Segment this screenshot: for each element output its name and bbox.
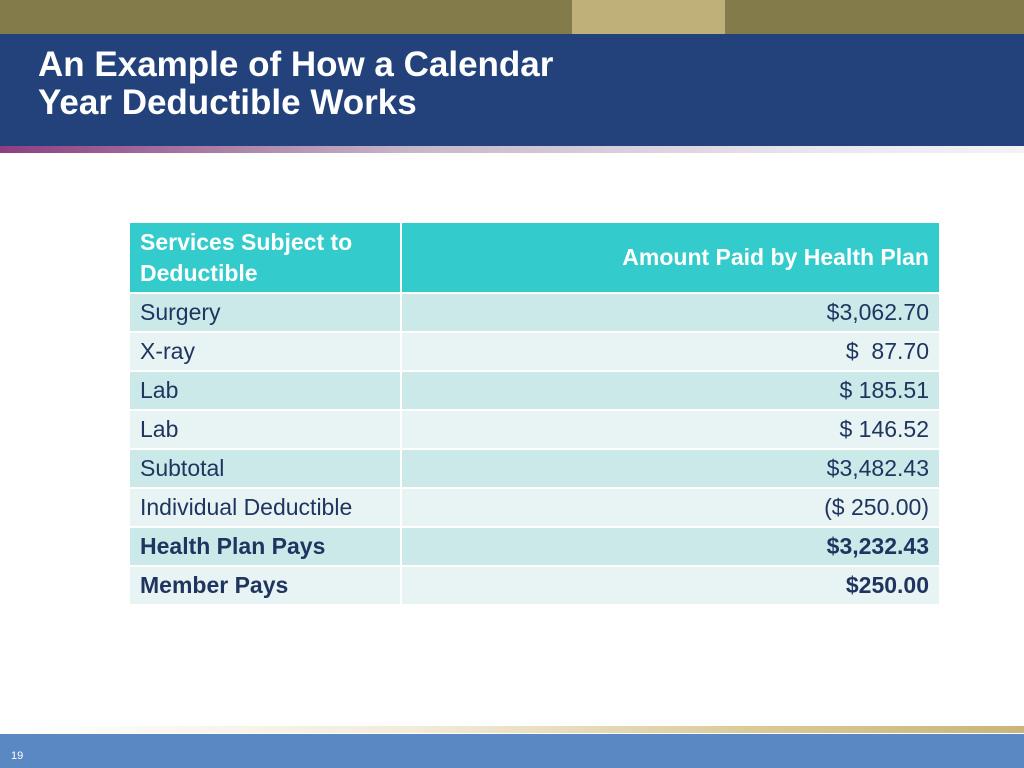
slide-title-line-2: Year Deductible Works [38, 83, 417, 122]
table-row-health-plan-pays [129, 527, 940, 566]
table-row [129, 293, 940, 332]
amount-cell: $ 146.52 [401, 410, 940, 449]
amount-cell: $3,232.43 [401, 527, 940, 566]
amount-cell: $250.00 [401, 566, 940, 605]
header-services: Services Subject to Deductible [129, 222, 401, 293]
service-cell: Lab [129, 371, 401, 410]
table-row [129, 410, 940, 449]
title-bar [0, 34, 1024, 146]
service-cell: Subtotal [129, 449, 401, 488]
amount-cell: $ 185.51 [401, 371, 940, 410]
table-row [129, 488, 940, 527]
amount-cell: $3,062.70 [401, 293, 940, 332]
table-row-member-pays [129, 566, 940, 605]
top-band-accent [572, 0, 725, 34]
title-divider [0, 146, 1024, 153]
service-cell: X-ray [129, 332, 401, 371]
header-amount: Amount Paid by Health Plan [401, 222, 940, 293]
footer-band [0, 734, 1024, 768]
table-row [129, 332, 940, 371]
deductible-table [128, 221, 941, 606]
top-band [0, 0, 1024, 34]
service-cell: Health Plan Pays [129, 527, 401, 566]
service-cell: Lab [129, 410, 401, 449]
page-number: 19 [11, 750, 24, 762]
amount-cell: $ 87.70 [401, 332, 940, 371]
service-cell: Member Pays [129, 566, 401, 605]
service-cell: Surgery [129, 293, 401, 332]
amount-cell: $3,482.43 [401, 449, 940, 488]
table-header-row [129, 222, 940, 293]
service-cell: Individual Deductible [129, 488, 401, 527]
slide-title-line-1: An Example of How a Calendar [38, 45, 554, 84]
table-row [129, 371, 940, 410]
slide-title [38, 46, 553, 122]
amount-cell: ($ 250.00) [401, 488, 940, 527]
table-row [129, 449, 940, 488]
footer-divider [0, 726, 1024, 733]
